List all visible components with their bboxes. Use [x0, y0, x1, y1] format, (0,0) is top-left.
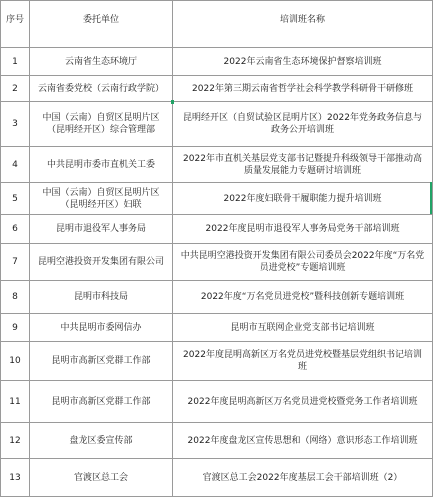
table-row: [1, 381, 433, 423]
cell-entrusting-unit[interactable]: 云南省委党校（云南行政学院）: [30, 76, 173, 102]
table-row: [1, 281, 433, 314]
cell-selection-corner: [171, 100, 174, 104]
cell-course-name[interactable]: 中共昆明空港投资开发集团有限公司委员会2022年度“万名党 员进党校”专题培训班: [173, 244, 433, 281]
cell-number[interactable]: 3: [1, 102, 30, 147]
header-cell-number[interactable]: 序号: [1, 1, 30, 48]
cell-course-name[interactable]: 2022年第三期云南省哲学社会科学教学科研骨干研修班: [173, 76, 433, 102]
cell-entrusting-unit[interactable]: 云南省生态环境厅: [30, 48, 173, 76]
table-row: [1, 314, 433, 342]
cell-entrusting-unit[interactable]: 中共昆明市委市直机关工委: [30, 147, 173, 183]
cell-entrusting-unit[interactable]: 昆明空港投资开发集团有限公司: [30, 244, 173, 281]
cell-number[interactable]: 8: [1, 281, 30, 314]
table-row: [1, 423, 433, 459]
header-cell-entrusting-unit[interactable]: 委托单位: [30, 1, 173, 48]
cell-course-name[interactable]: 2022年度昆明市退役军人事务局党务干部培训班: [173, 215, 433, 244]
table-row: [1, 183, 433, 215]
cell-entrusting-unit[interactable]: 中国（云南）自贸区昆明片区 （昆明经开区）综合管理部: [30, 102, 173, 147]
header-row: [1, 1, 433, 48]
cell-course-name[interactable]: 官渡区总工会2022年度基层工会干部培训班（2）: [173, 459, 433, 497]
cell-course-name[interactable]: 昆明市互联网企业党支部书记培训班: [173, 314, 433, 342]
cell-entrusting-unit[interactable]: 昆明市科技局: [30, 281, 173, 314]
cell-entrusting-unit[interactable]: 盘龙区委宣传部: [30, 423, 173, 459]
cell-number[interactable]: 10: [1, 342, 30, 381]
cell-number[interactable]: 12: [1, 423, 30, 459]
table-row: [1, 102, 433, 147]
cell-number[interactable]: 4: [1, 147, 30, 183]
cell-entrusting-unit[interactable]: 官渡区总工会: [30, 459, 173, 497]
cell-number[interactable]: 6: [1, 215, 30, 244]
cell-number[interactable]: 5: [1, 183, 30, 215]
table-row: [1, 459, 433, 497]
cell-number[interactable]: 2: [1, 76, 30, 102]
table-row: [1, 215, 433, 244]
cell-course-name[interactable]: 2022年度昆明高新区万名党员进党校暨党务工作者培训班: [173, 381, 433, 423]
cell-course-name[interactable]: 2022年度“万名党员进党校”暨科技创新专题培训班: [173, 281, 433, 314]
cell-entrusting-unit[interactable]: 昆明市高新区党群工作部: [30, 381, 173, 423]
cell-selection-edge: [430, 182, 432, 214]
header-cell-course-name[interactable]: 培训班名称: [173, 1, 433, 48]
table-row: [1, 48, 433, 76]
cell-number[interactable]: 7: [1, 244, 30, 281]
cell-number[interactable]: 9: [1, 314, 30, 342]
cell-course-name[interactable]: 昆明经开区（自贸试验区昆明片区）2022年党务政务信息与 政务公开培训班: [173, 102, 433, 147]
cell-entrusting-unit[interactable]: 昆明市高新区党群工作部: [30, 342, 173, 381]
cell-course-name[interactable]: 2022年度妇联骨干履职能力提升培训班: [173, 183, 433, 215]
table-row: [1, 147, 433, 183]
cell-entrusting-unit[interactable]: 中共昆明市委网信办: [30, 314, 173, 342]
cell-entrusting-unit[interactable]: 昆明市退役军人事务局: [30, 215, 173, 244]
cell-entrusting-unit[interactable]: 中国（云南）自贸区昆明片区 （昆明经开区）妇联: [30, 183, 173, 215]
table-row: [1, 342, 433, 381]
cell-number[interactable]: 13: [1, 459, 30, 497]
table-row: [1, 244, 433, 281]
cell-course-name[interactable]: 2022年度盘龙区宣传思想和（网络）意识形态工作培训班: [173, 423, 433, 459]
cell-course-name[interactable]: 2022年云南省生态环境保护督察培训班: [173, 48, 433, 76]
cell-number[interactable]: 1: [1, 48, 30, 76]
cell-course-name[interactable]: 2022年度昆明高新区万名党员进党校暨基层党组织书记培训 班: [173, 342, 433, 381]
cell-course-name[interactable]: 2022年市直机关基层党支部书记暨提升科级领导干部推动高 质量发展能力专题研讨培训班: [173, 147, 433, 183]
cell-number[interactable]: 11: [1, 381, 30, 423]
table-row: [1, 76, 433, 102]
